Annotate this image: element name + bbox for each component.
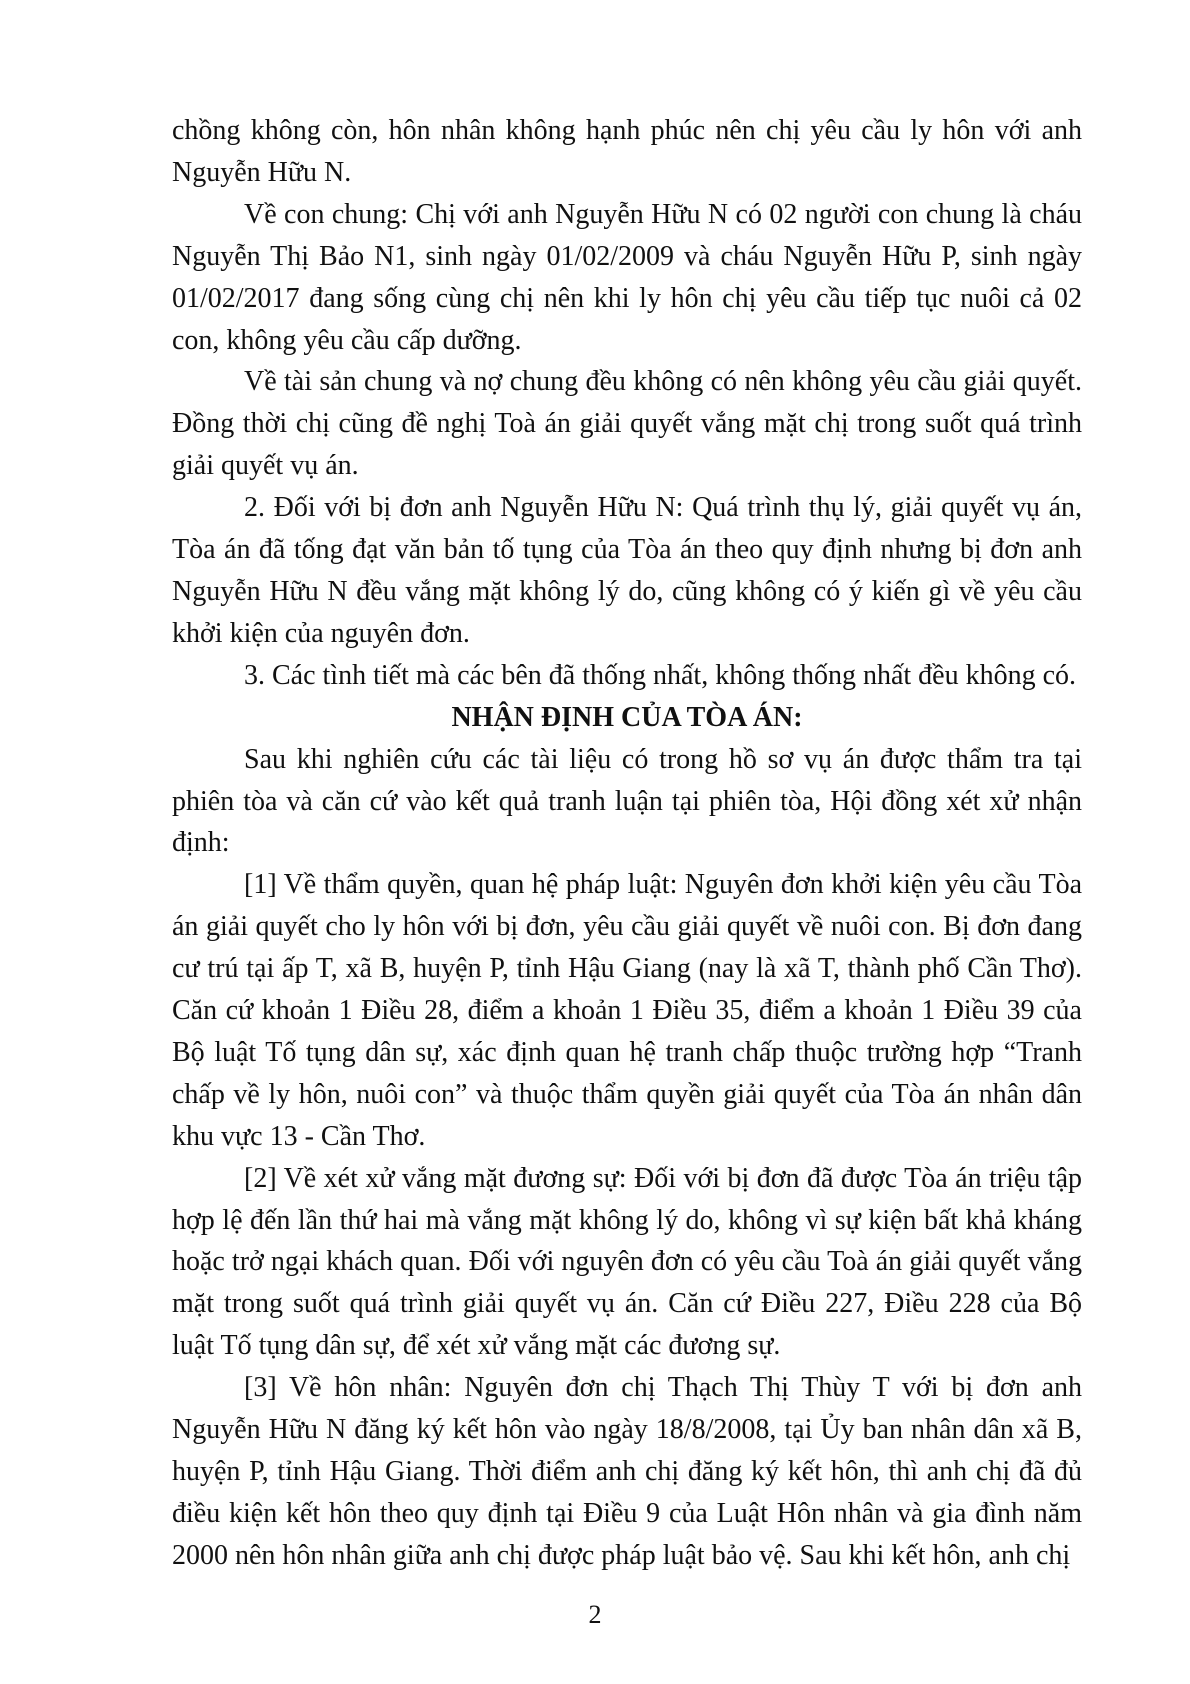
section-heading: NHẬN ĐỊNH CỦA TÒA ÁN:: [451, 701, 803, 733]
document-body: [172, 110, 1082, 1577]
paragraph-absence-trial: [2] Về xét xử vắng mặt đương sự: Đối với bị đơn đã được Tòa án triệu tập hợp lệ đến lần thứ hai mà vắng mặt không lý do, không vì sự kiện bất khả kháng hoặc trở ngại khách quan. Đối với nguyên đơn có yêu cầu Toà án giải quyết vắng mặt trong suốt quá trình giải quyết vụ án. Căn cứ Điều 227, Điều 228 của Bộ luật Tố tụng dân sự, để xét xử vắng mặt các đương sự.: [172, 1162, 1082, 1362]
paragraph-marriage: [3] Về hôn nhân: Nguyên đơn chị Thạch Thị Thùy T với bị đơn anh Nguyễn Hữu N đăng ký kết hôn vào ngày 18/8/2008, tại Ủy ban nhân dân xã B, huyện P, tỉnh Hậu Giang. Thời điểm anh chị đăng ký kết hôn, thì anh chị đã đủ điều kiện kết hôn theo quy định tại Điều 9 của Luật Hôn nhân và gia đình năm 2000 nên hôn nhân giữa anh chị được pháp luật bảo vệ. Sau khi kết hôn, anh chị: [172, 1372, 1082, 1571]
paragraph-continuation: chồng không còn, hôn nhân không hạnh phúc nên chị yêu cầu ly hôn với anh Nguyễn Hữu N.: [172, 115, 1082, 188]
paragraph-jurisdiction: [1] Về thẩm quyền, quan hệ pháp luật: Nguyên đơn khởi kiện yêu cầu Tòa án giải quyết cho ly hôn với bị đơn, yêu cầu giải quyết về nuôi con. Bị đơn đang cư trú tại ấp T, xã B, huyện P, tỉnh Hậu Giang (nay là xã T, thành phố Cần Thơ). Căn cứ khoản 1 Điều 28, điểm a khoản 1 Điều 35, điểm a khoản 1 Điều 39 của Bộ luật Tố tụng dân sự, xác định quan hệ tranh chấp thuộc trường hợp “Tranh chấp về ly hôn, nuôi con” và thuộc thẩm quyền giải quyết của Tòa án nhân dân khu vực 13 - Cần Thơ.: [172, 869, 1082, 1152]
paragraph-property: Về tài sản chung và nợ chung đều không có nên không yêu cầu giải quyết. Đồng thời chị cũng đề nghị Toà án giải quyết vắng mặt chị trong suốt quá trình giải quyết vụ án.: [172, 366, 1082, 482]
paragraph-intro: Sau khi nghiên cứu các tài liệu có trong hồ sơ vụ án được thẩm tra tại phiên tòa và căn cứ vào kết quả tranh luận tại phiên tòa, Hội đồng xét xử nhận định:: [172, 743, 1082, 859]
paragraph-agreed-facts: 3. Các tình tiết mà các bên đã thống nhất, không thống nhất đều không có.: [244, 659, 1077, 691]
paragraph-children: Về con chung: Chị với anh Nguyễn Hữu N có 02 người con chung là cháu Nguyễn Thị Bảo N1, sinh ngày 01/02/2009 và cháu Nguyễn Hữu P, sinh ngày 01/02/2017 đang sống cùng chị nên khi ly hôn chị yêu cầu tiếp tục nuôi cả 02 con, không yêu cầu cấp dưỡng.: [172, 198, 1082, 356]
paragraph-defendant: 2. Đối với bị đơn anh Nguyễn Hữu N: Quá trình thụ lý, giải quyết vụ án, Tòa án đã tống đạt văn bản tố tụng của Tòa án theo quy định nhưng bị đơn anh Nguyễn Hữu N đều vắng mặt không lý do, cũng không có ý kiến gì về yêu cầu khởi kiện của nguyên đơn.: [172, 492, 1082, 649]
page-number: 2: [588, 1600, 602, 1629]
